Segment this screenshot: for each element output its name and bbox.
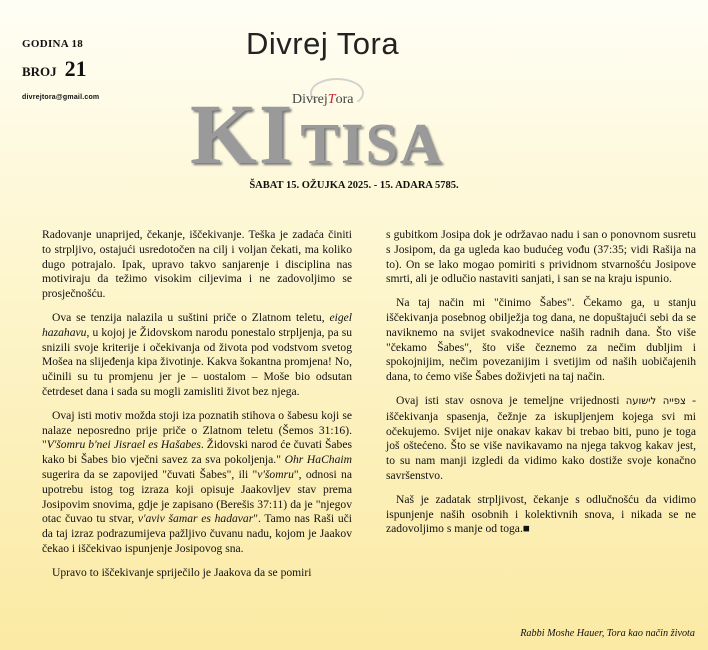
paragraph: [386, 394, 696, 484]
text-run: . Židovski narod će čuvati Šabes kako bi Šabes bio vječni savez za sva pokoljenja.": [42, 438, 352, 467]
issue-info: [22, 38, 87, 82]
year-label: GODINA 18: [22, 38, 84, 50]
italic-run: V'šomru b'nei Jisrael es Hašabes: [46, 438, 201, 452]
publication-title: Divrej Tora: [246, 26, 400, 61]
small-logo-c: ora: [335, 92, 354, 107]
italic-run: eigel hazahavu: [42, 310, 352, 339]
author-credit: Rabbi Moshe Hauer, Tora kao način života: [520, 628, 695, 639]
hebrew-run: צפייה לישועה: [625, 395, 686, 407]
issue-number: 21: [64, 56, 87, 81]
paragraph: Radovanje unaprijed, čekanje, iščekivanje. Teška je zadaća činiti to strpljivo, ostajući usredotočen na cilj i voljan čekati, ma koliko dugo potrajalo. Ipak, upravo takvo sanjarenje i disciplina nas motiviraju da težimo visokim ciljevima i ne zadovoljimo se prosječnošću.: [42, 228, 352, 301]
paragraph: Na taj način mi "činimo Šabes". Čekamo ga, u stanju iščekivanja posebnog obilježja tog dana, ne dopuštajući sebi da se naviknemo na svijet svakodnevice naših radnih dana. Što više "čekamo Šabes", što više čeznemo za nečim dubljim i spokojnijim, nečim povezanijim i svetijim od naših uobičajenih dana, to ćemo više Šabes doživjeti na taj način.: [386, 296, 696, 384]
parsha-title-first: KI: [190, 86, 295, 182]
contact-email: divrejtora@gmail.com: [22, 94, 100, 101]
issue-label: BROJ: [22, 64, 57, 79]
text-run: - iščekivanja spasenja, čežnje za iskupljenjem kojega svi mi očekujemo. Svijet nije onakav kakav bi trebao biti, puno je toga još oštećeno. Što se više navikavamo na njega takvog kakav jest, to su nam manji izgledi da vidimo kako dostiže svoje konačno savršenstvo.: [386, 393, 696, 482]
italic-run: v'aviv šamar es hadavar: [137, 512, 254, 526]
text-run: ". Tamo nas Raši uči da taj izraz podrazumijeva pažljivo čuvanu nadu, kojom je Jaakov čekao i iščekivao ispunjenje Josipovog sna.: [42, 512, 353, 555]
paragraph: [42, 311, 352, 400]
paragraph: s gubitkom Josipa dok je održavao nadu i san o ponovnom susretu s Josipom, da ga ugleda kao budućeg vođu (37:35; vidi Rašija na to). On se lako mogao pomiriti s prividnom stvarnošću Josipove smrti, ali je odlučio nastaviti sanjati, i san se na kraju ispunio.: [386, 228, 696, 286]
issue-date: ŠABAT 15. OŽUJKA 2025. - 15. ADARA 5785.: [249, 180, 459, 191]
italic-run: v'šomru: [257, 467, 294, 481]
article-column-right: [386, 228, 696, 546]
parsha-title-second: TISA: [300, 111, 444, 176]
small-logo-b: T: [327, 92, 336, 107]
text-run: sugerira da se zapovijed "čuvati Šabes", ili ": [42, 467, 258, 481]
small-logo-a: Divrej: [292, 92, 328, 107]
paragraph: [42, 409, 352, 557]
text-run: Ovaj isti motiv možda stoji iza poznatih stihova o šabesu koji se nalaze neposredno prije priče o Zlatnom teletu (Šemos 31:16). ": [42, 408, 352, 452]
paragraph: Naš je zadatak strpljivost, čekanje s odlučnošću da vidimo ispunjenje naših osobnih i kolektivnih snova, i nikada se ne zadovoljimo s manje od toga.■: [386, 492, 696, 536]
small-logo: [292, 92, 353, 108]
text-run: ", odnosi na upotrebu istog tog izraza koji opisuje Jaakovljev stav prema Josipovim snovima, gdje je zapisano (Berešis 37:11) da je "njegov otac čuvao tu stvar,: [42, 467, 352, 526]
text-run: Ovaj isti stav osnova je temeljne vrijednosti: [396, 393, 626, 407]
article-column-left: [42, 228, 352, 590]
issue-number-row: [22, 56, 87, 82]
text-run: , u kojoj je Židovskom narodu ponestalo strpljenja, pa su snizili svoje kriterije i očekivanja od života pod vodstvom svetog Mošea na slijeđenja kipa životinje. Kakva šokantna promjena! No, učinili su tu promjenu jer je – uostalom – Moše bio odsutan četrdeset dana i sada su mogli zamisliti život bez njega.: [42, 325, 352, 398]
paragraph: Upravo to iščekivanje spriječilo je Jaakova da se pomiri: [52, 565, 312, 579]
text-run: Ova se tenzija nalazila u suštini priče o Zlatnom teletu,: [52, 310, 330, 324]
italic-run: Ohr HaChaim: [284, 453, 352, 467]
